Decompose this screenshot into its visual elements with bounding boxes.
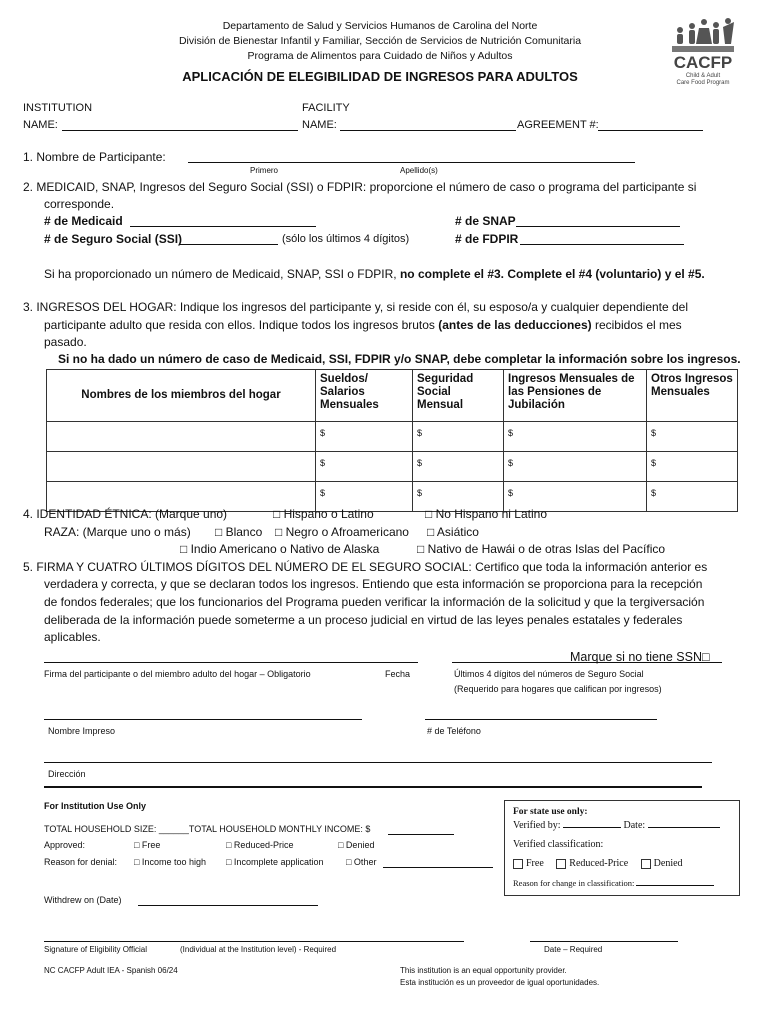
- state-classification-options: Free Reduced-Price Denied: [513, 858, 683, 869]
- medicaid-label: # de Medicaid: [44, 214, 123, 228]
- svg-text:CACFP: CACFP: [673, 53, 733, 72]
- household-size-income: TOTAL HOUSEHOLD SIZE: ______TOTAL HOUSEHOLD MONTHLY INCOME: $: [44, 824, 371, 834]
- table-row: [47, 422, 738, 452]
- other-income-cell[interactable]: $: [647, 422, 738, 452]
- q5-line-3: de fondos federales; que los funcionarios del Programa pueden verificar la información de la solicitud y que la tergiversación: [44, 595, 705, 609]
- reason-change-row: Reason for change in classification:: [513, 878, 714, 888]
- agreement-label: AGREEMENT #:: [517, 119, 599, 131]
- fdpir-number-field[interactable]: [520, 244, 684, 245]
- col-wages: Sueldos/ Salarios Mensuales: [316, 370, 413, 422]
- approved-free-checkbox[interactable]: □ Free: [134, 840, 161, 850]
- other-checkbox[interactable]: □ Other: [346, 857, 377, 867]
- race-label: RAZA: (Marque uno o más): [44, 525, 191, 539]
- equal-opportunity-es: Esta institución es un proveedor de igual oportunidades.: [400, 978, 600, 987]
- form-title: APLICACIÓN DE ELEGIBILIDAD DE INGRESOS PARA ADULTOS: [182, 69, 578, 84]
- approved-label: Approved:: [44, 840, 86, 850]
- form-id: NC CACFP Adult IEA - Spanish 06/24: [44, 966, 178, 975]
- ssn-caption: Últimos 4 dígitos del números de Seguro Social: [454, 669, 644, 679]
- participant-name-field[interactable]: [188, 162, 635, 163]
- institution-use-heading: For Institution Use Only: [44, 801, 147, 811]
- official-signature-field[interactable]: [44, 941, 464, 942]
- race-asian-checkbox[interactable]: □ Asiático: [427, 525, 479, 539]
- member-name-cell[interactable]: [47, 422, 316, 452]
- wages-cell[interactable]: $: [316, 422, 413, 452]
- col-social-security: Seguridad Social Mensual: [413, 370, 504, 422]
- address-field[interactable]: [44, 762, 712, 763]
- wages-cell[interactable]: $: [316, 482, 413, 512]
- state-use-box: [504, 800, 740, 896]
- q3-text-2: participante adulto que resida con ellos. Indique todos los ingresos brutos (antes de las deducciones) recibidos el mes: [44, 318, 682, 332]
- social-security-cell[interactable]: $: [413, 452, 504, 482]
- social-security-cell[interactable]: $: [413, 482, 504, 512]
- header-line-2: División de Bienestar Infantil y Familiar, Sección de Servicios de Nutrición Comunitaria: [178, 35, 582, 47]
- q5-line-5: aplicables.: [44, 630, 101, 644]
- other-income-cell[interactable]: $: [647, 482, 738, 512]
- col-pensions: Ingresos Mensuales de las Pensiones de Jubilación: [504, 370, 647, 422]
- social-security-cell[interactable]: $: [413, 422, 504, 452]
- q5-line-2: verdadera y correcta, y que se declaran todos los ingresos. Entiendo que esta información se proporciona para la recepción: [44, 577, 703, 591]
- col-other-income: Otros Ingresos Mensuales: [647, 370, 738, 422]
- pension-cell[interactable]: $: [504, 452, 647, 482]
- income-too-high-checkbox[interactable]: □ Income too high: [134, 857, 206, 867]
- verified-by-row: Verified by: Date:: [513, 820, 720, 831]
- facility-label: FACILITY: [302, 102, 350, 114]
- signature-caption: Firma del participante o del miembro adulto del hogar – Obligatorio: [44, 669, 311, 679]
- medicaid-number-field[interactable]: [130, 226, 316, 227]
- date-caption: Fecha: [385, 669, 411, 679]
- svg-text:Child & Adult: Child & Adult: [685, 73, 721, 79]
- header-line-1: Departamento de Salud y Servicios Humanos de Carolina del Norte: [222, 20, 538, 32]
- race-white-checkbox[interactable]: □ Blanco: [215, 525, 263, 539]
- member-name-cell[interactable]: [47, 452, 316, 482]
- income-table: [46, 369, 738, 512]
- address-caption: Dirección: [48, 769, 86, 779]
- snap-number-field[interactable]: [516, 226, 680, 227]
- facility-name-label: NAME:: [302, 119, 337, 131]
- approved-denied-checkbox[interactable]: □ Denied: [338, 840, 375, 850]
- ethnic-hispanic-checkbox[interactable]: □ Hispano o Latino: [273, 507, 374, 521]
- q3-instruction: Si no ha dado un número de caso de Medicaid, SSI, FDPIR y/o SNAP, debe completar la información sobre los ingresos.: [58, 352, 741, 366]
- ssn-last4-field[interactable]: [452, 662, 722, 663]
- cacfp-logo: [668, 16, 738, 90]
- q2-text-1: 2. MEDICAID, SNAP, Ingresos del Seguro Social (SSI) o FDPIR: proporcione el número de caso o programa del participante si: [23, 180, 697, 194]
- printed-name-caption: Nombre Impreso: [48, 726, 116, 736]
- wages-cell[interactable]: $: [316, 452, 413, 482]
- printed-name-field[interactable]: [44, 719, 362, 720]
- agreement-number-field[interactable]: [598, 130, 703, 131]
- ssi-number-field[interactable]: [180, 244, 278, 245]
- institution-name-field[interactable]: [62, 130, 298, 131]
- ethnic-not-hispanic-checkbox[interactable]: □ No Hispano ni Latino: [425, 507, 547, 521]
- other-reason-field[interactable]: [383, 867, 493, 868]
- col-household-members: Nombres de los miembros del hogar: [47, 370, 316, 422]
- institution-name-label: NAME:: [23, 119, 58, 131]
- withdrew-label: Withdrew on (Date): [44, 895, 122, 905]
- reason-denial-label: Reason for denial:: [44, 857, 118, 867]
- last-name-caption: Apellido(s): [400, 166, 438, 175]
- ssi-label: # de Seguro Social (SSI): [44, 232, 183, 246]
- ssi-note: (sólo los últimos 4 dígitos): [282, 233, 410, 245]
- institution-label: INSTITUTION: [23, 102, 93, 114]
- phone-field[interactable]: [425, 719, 657, 720]
- svg-text:Care Food Program: Care Food Program: [676, 80, 730, 86]
- q2-note: Si ha proporcionado un número de Medicaid, SNAP, SSI o FDPIR, no complete el #3. Complete el #4 (voluntario) y el #5.: [44, 267, 705, 281]
- facility-name-field[interactable]: [340, 130, 516, 131]
- monthly-income-field[interactable]: [388, 834, 454, 835]
- other-income-cell[interactable]: $: [647, 452, 738, 482]
- cacfp-logo-icon: [668, 16, 738, 90]
- verified-classification-label: Verified classification:: [513, 839, 604, 850]
- fdpir-label: # de FDPIR: [455, 232, 519, 246]
- state-denied-checkbox[interactable]: [641, 859, 651, 869]
- q2-text-2: corresponde.: [44, 197, 115, 211]
- ssn-note: (Requerido para hogares que califican por ingresos): [454, 684, 662, 694]
- pension-cell[interactable]: $: [504, 422, 647, 452]
- table-row: [47, 452, 738, 482]
- q1-label: 1. Nombre de Participante:: [23, 150, 166, 164]
- incomplete-application-checkbox[interactable]: □ Incomplete application: [226, 857, 324, 867]
- equal-opportunity-en: This institution is an equal opportunity provider.: [400, 966, 567, 975]
- snap-label: # de SNAP: [455, 214, 516, 228]
- official-date-caption: Date – Required: [544, 945, 603, 954]
- section-divider: [44, 786, 702, 788]
- first-name-caption: Primero: [250, 166, 279, 175]
- race-black-checkbox[interactable]: □ Negro o Afroamericano: [275, 525, 409, 539]
- participant-signature-field[interactable]: [44, 662, 418, 663]
- income-table-header: [47, 370, 738, 422]
- approved-reduced-checkbox[interactable]: □ Reduced-Price: [226, 840, 294, 850]
- state-use-heading: For state use only:: [513, 807, 588, 817]
- official-signature-note: (Individual at the Institution level) - Required: [180, 945, 337, 954]
- ethnic-label: 4. IDENTIDAD ÉTNICA: (Marque uno): [23, 507, 228, 521]
- official-date-field[interactable]: [530, 941, 678, 942]
- q3-text-1: 3. INGRESOS DEL HOGAR: Indique los ingresos del participante y, si reside con él, su esposo/a y cualquier dependiente del: [23, 300, 689, 314]
- pension-cell[interactable]: $: [504, 482, 647, 512]
- withdrew-date-field[interactable]: [138, 905, 318, 906]
- header-line-3: Programa de Alimentos para Cuidado de Niños y Adultos: [247, 50, 513, 62]
- no-ssn-checkbox[interactable]: Marque si no tiene SSN□: [570, 650, 710, 664]
- official-signature-caption: Signature of Eligibility Official: [44, 945, 148, 954]
- phone-caption: # de Teléfono: [427, 726, 481, 736]
- race-native-american-checkbox[interactable]: □ Indio Americano o Nativo de Alaska: [180, 542, 380, 556]
- q5-line-4: deliberada de la información puede someterme a un proceso judicial en virtud de las leyes penales estatales y federales: [44, 613, 683, 627]
- state-free-checkbox[interactable]: [513, 859, 523, 869]
- state-reduced-checkbox[interactable]: [556, 859, 566, 869]
- race-pacific-islander-checkbox[interactable]: □ Nativo de Hawái o de otras Islas del Pacífico: [417, 542, 666, 556]
- q3-text-3: pasado.: [44, 335, 87, 349]
- q5-line-1: 5. FIRMA Y CUATRO ÚLTIMOS DÍGITOS DEL NÚMERO DE EL SEGURO SOCIAL: Certifico que toda la información anterior es: [23, 560, 708, 574]
